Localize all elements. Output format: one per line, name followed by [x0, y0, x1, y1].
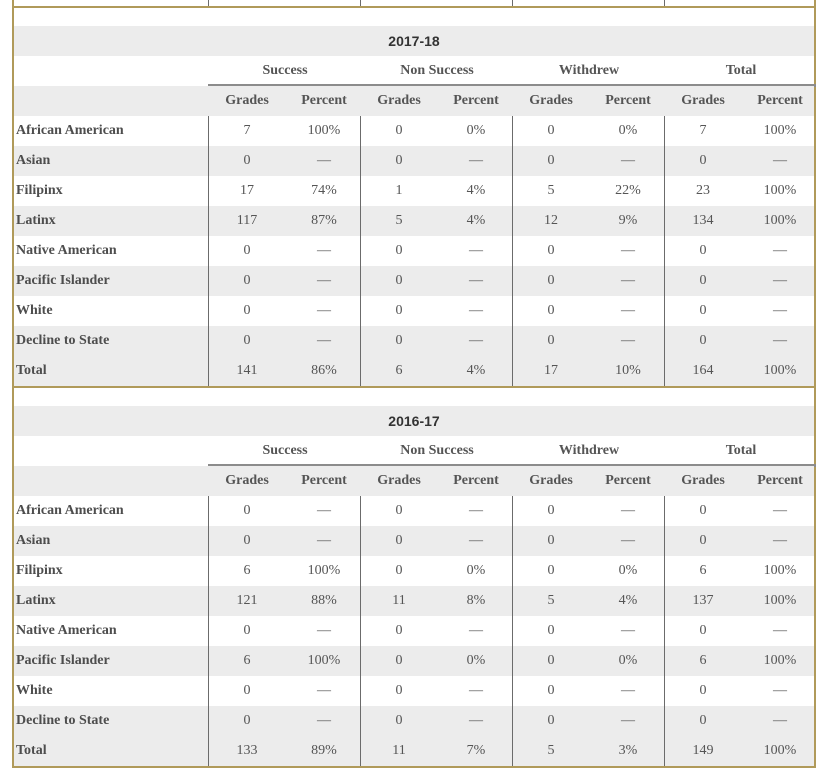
column-divider	[664, 0, 665, 6]
table-cell: 134	[692, 213, 714, 228]
table-cell: 100%	[763, 213, 797, 228]
row-label: Native American	[16, 243, 117, 258]
table-cell: 5	[547, 183, 555, 198]
group-header: Total	[725, 443, 757, 458]
table-cell: —	[773, 243, 787, 258]
table-cell: 12	[544, 213, 558, 228]
section-title: 2016-17	[388, 413, 440, 429]
table-cell: —	[469, 683, 483, 698]
column-header: Grades	[225, 93, 269, 108]
table-cell: 6	[395, 363, 403, 378]
table-cell: 5	[547, 743, 555, 758]
table-cell: —	[469, 153, 483, 168]
table-cell: 0	[547, 243, 555, 258]
table-cell: 4%	[466, 363, 486, 378]
table-cell: 89%	[311, 743, 337, 758]
table-cell: 100%	[763, 653, 797, 668]
table-cell: 0	[243, 303, 251, 318]
table-cell: 0	[395, 503, 403, 518]
group-header: Success	[262, 63, 308, 78]
table-cell: —	[317, 303, 331, 318]
table-cell: 0	[395, 653, 403, 668]
table-cell: 0	[395, 623, 403, 638]
table-cell: 0	[699, 273, 707, 288]
table-cell: —	[469, 503, 483, 518]
row-label: White	[16, 303, 53, 318]
table-cell: —	[317, 533, 331, 548]
table-cell: 6	[699, 563, 707, 578]
table-cell: 5	[395, 213, 403, 228]
row-label: African American	[16, 503, 124, 518]
table-cell: 100%	[307, 653, 341, 668]
table-cell: 0	[547, 563, 555, 578]
table-cell: —	[317, 683, 331, 698]
row-label: Total	[16, 743, 47, 758]
table-cell: —	[621, 243, 635, 258]
column-header: Grades	[681, 93, 725, 108]
table-cell: 0	[699, 333, 707, 348]
table-cell: 10%	[615, 363, 641, 378]
table-cell: 6	[243, 653, 251, 668]
table-cell: —	[469, 243, 483, 258]
table-cell: 137	[692, 593, 714, 608]
table-cell: 0	[699, 533, 707, 548]
table-cell: 0	[243, 273, 251, 288]
table-cell: 88%	[311, 593, 337, 608]
table-cell: 0	[547, 683, 555, 698]
table-cell: 0	[395, 533, 403, 548]
table-cell: —	[773, 273, 787, 288]
table-cell: 0	[699, 153, 707, 168]
table-cell: 0	[547, 273, 555, 288]
table-cell: 0	[699, 243, 707, 258]
table-cell: —	[621, 503, 635, 518]
table-cell: 22%	[615, 183, 641, 198]
table-cell: 0	[243, 503, 251, 518]
table-cell: —	[621, 713, 635, 728]
table-cell: 7%	[466, 743, 486, 758]
column-divider	[360, 116, 361, 386]
table-cell: 0	[395, 153, 403, 168]
column-divider	[208, 496, 209, 766]
row-label: Latinx	[16, 593, 56, 608]
table-bottom-border	[12, 766, 816, 768]
table-cell: —	[469, 533, 483, 548]
column-header: Grades	[529, 473, 573, 488]
table-cell: 100%	[763, 593, 797, 608]
table-cell: 11	[392, 743, 406, 758]
table-cell: 141	[236, 363, 258, 378]
row-label: African American	[16, 123, 124, 138]
table-cell: 100%	[307, 563, 341, 578]
table-cell: —	[621, 333, 635, 348]
table-cell: 0	[243, 333, 251, 348]
section-top-border	[12, 6, 816, 8]
column-header: Percent	[453, 93, 499, 108]
table-cell: 6	[699, 653, 707, 668]
row-label: Decline to State	[16, 713, 110, 728]
row-label: Asian	[16, 533, 51, 548]
column-divider	[512, 0, 513, 6]
table-cell: 0	[243, 243, 251, 258]
row-label: Total	[16, 363, 47, 378]
row-label: Pacific Islander	[16, 653, 110, 668]
table-cell: —	[773, 713, 787, 728]
column-header: Grades	[225, 473, 269, 488]
table-cell: 74%	[311, 183, 337, 198]
table-cell: 7	[243, 123, 251, 138]
table-cell: —	[317, 333, 331, 348]
group-header: Total	[725, 63, 757, 78]
table-cell: —	[317, 243, 331, 258]
row-label: Pacific Islander	[16, 273, 110, 288]
table-cell: —	[621, 153, 635, 168]
table-cell: 0%	[466, 123, 486, 138]
table-cell: 4%	[466, 213, 486, 228]
row-label: Asian	[16, 153, 51, 168]
table-cell: 117	[236, 213, 258, 228]
table-cell: 0	[243, 713, 251, 728]
table-cell: 9%	[618, 213, 638, 228]
group-header: Withdrew	[558, 443, 620, 458]
table-cell: 5	[547, 593, 555, 608]
table-cell: 0	[699, 713, 707, 728]
table-cell: 0	[395, 713, 403, 728]
table-cell: 100%	[763, 363, 797, 378]
table-cell: —	[469, 713, 483, 728]
table-cell: —	[773, 303, 787, 318]
row-label: Native American	[16, 623, 117, 638]
table-cell: 0	[547, 333, 555, 348]
table-cell: 0	[243, 683, 251, 698]
table-cell: 0	[699, 303, 707, 318]
table-cell: —	[469, 273, 483, 288]
table-cell: 4%	[466, 183, 486, 198]
table-cell: 0%	[618, 123, 638, 138]
group-header: Non Success	[400, 63, 474, 78]
table-cell: 0	[395, 683, 403, 698]
table-cell: 1	[395, 183, 403, 198]
table-cell: —	[773, 683, 787, 698]
table-cell: 0	[395, 243, 403, 258]
table-cell: —	[317, 273, 331, 288]
column-divider	[664, 496, 665, 766]
section-title: 2017-18	[388, 33, 440, 49]
table-cell: —	[621, 533, 635, 548]
table-cell: 0	[547, 503, 555, 518]
column-header: Percent	[301, 473, 347, 488]
table-cell: —	[773, 623, 787, 638]
row-label: White	[16, 683, 53, 698]
table-cell: 121	[236, 593, 258, 608]
table-cell: 0	[395, 123, 403, 138]
table-cell: 0	[547, 533, 555, 548]
group-header: Non Success	[400, 443, 474, 458]
table-cell: 0	[395, 273, 403, 288]
column-header: Percent	[605, 93, 651, 108]
table-cell: 149	[692, 743, 714, 758]
row-label: Latinx	[16, 213, 56, 228]
column-header: Percent	[757, 93, 803, 108]
table-cell: 133	[236, 743, 258, 758]
table-cell: —	[317, 153, 331, 168]
table-cell: 6	[243, 563, 251, 578]
table-cell: 0	[547, 623, 555, 638]
group-header: Success	[262, 443, 308, 458]
column-header: Grades	[529, 93, 573, 108]
table-cell: —	[773, 533, 787, 548]
table-cell: —	[773, 333, 787, 348]
row-label: Filipinx	[16, 563, 63, 578]
table-cell: 100%	[763, 123, 797, 138]
table-cell: 0%	[618, 563, 638, 578]
group-header: Withdrew	[558, 63, 620, 78]
column-divider	[360, 0, 361, 6]
table-cell: 0	[243, 153, 251, 168]
table-cell: —	[621, 303, 635, 318]
table-cell: —	[469, 333, 483, 348]
column-divider	[664, 116, 665, 386]
table-cell: —	[317, 713, 331, 728]
table-cell: 0	[395, 563, 403, 578]
table-cell: 11	[392, 593, 406, 608]
table-cell: 17	[240, 183, 254, 198]
table-cell: 87%	[311, 213, 337, 228]
table-cell: 0	[395, 303, 403, 318]
table-cell: 0	[547, 123, 555, 138]
table-cell: 86%	[311, 363, 337, 378]
table-cell: —	[621, 623, 635, 638]
table-cell: 3%	[618, 743, 638, 758]
table-cell: 8%	[466, 593, 486, 608]
row-label: Filipinx	[16, 183, 63, 198]
table-cell: 0	[547, 713, 555, 728]
table-cell: —	[773, 153, 787, 168]
table-cell: 100%	[763, 563, 797, 578]
column-divider	[208, 116, 209, 386]
table-cell: —	[773, 503, 787, 518]
table-cell: 0%	[618, 653, 638, 668]
table-cell: 164	[692, 363, 714, 378]
column-divider	[208, 0, 209, 6]
table-cell: 0	[699, 503, 707, 518]
table-cell: 4%	[618, 593, 638, 608]
table-cell: 100%	[763, 183, 797, 198]
table-cell: 0	[547, 303, 555, 318]
table-cell: —	[469, 303, 483, 318]
column-divider	[512, 496, 513, 766]
table-cell: 0	[243, 533, 251, 548]
table-cell: 0%	[466, 653, 486, 668]
table-cell: 7	[699, 123, 707, 138]
column-divider	[360, 496, 361, 766]
table-cell: 0	[699, 623, 707, 638]
column-header: Percent	[453, 473, 499, 488]
table-cell: 100%	[763, 743, 797, 758]
table-cell: —	[317, 503, 331, 518]
table-cell: —	[621, 683, 635, 698]
column-header: Grades	[681, 473, 725, 488]
table-cell: 0	[699, 683, 707, 698]
table-cell: 23	[696, 183, 710, 198]
table-cell: 0	[547, 153, 555, 168]
table-cell: 0	[395, 333, 403, 348]
column-header: Percent	[301, 93, 347, 108]
column-header: Percent	[605, 473, 651, 488]
table-cell: 0	[243, 623, 251, 638]
table-cell: 17	[544, 363, 558, 378]
table-cell: —	[469, 623, 483, 638]
table-cell: —	[621, 273, 635, 288]
section-top-border	[12, 386, 816, 388]
row-label: Decline to State	[16, 333, 110, 348]
column-divider	[512, 116, 513, 386]
table-cell: —	[317, 623, 331, 638]
column-header: Percent	[757, 473, 803, 488]
column-header: Grades	[377, 93, 421, 108]
column-header: Grades	[377, 473, 421, 488]
table-cell: 0%	[466, 563, 486, 578]
table-cell: 100%	[307, 123, 341, 138]
table-cell: 0	[547, 653, 555, 668]
